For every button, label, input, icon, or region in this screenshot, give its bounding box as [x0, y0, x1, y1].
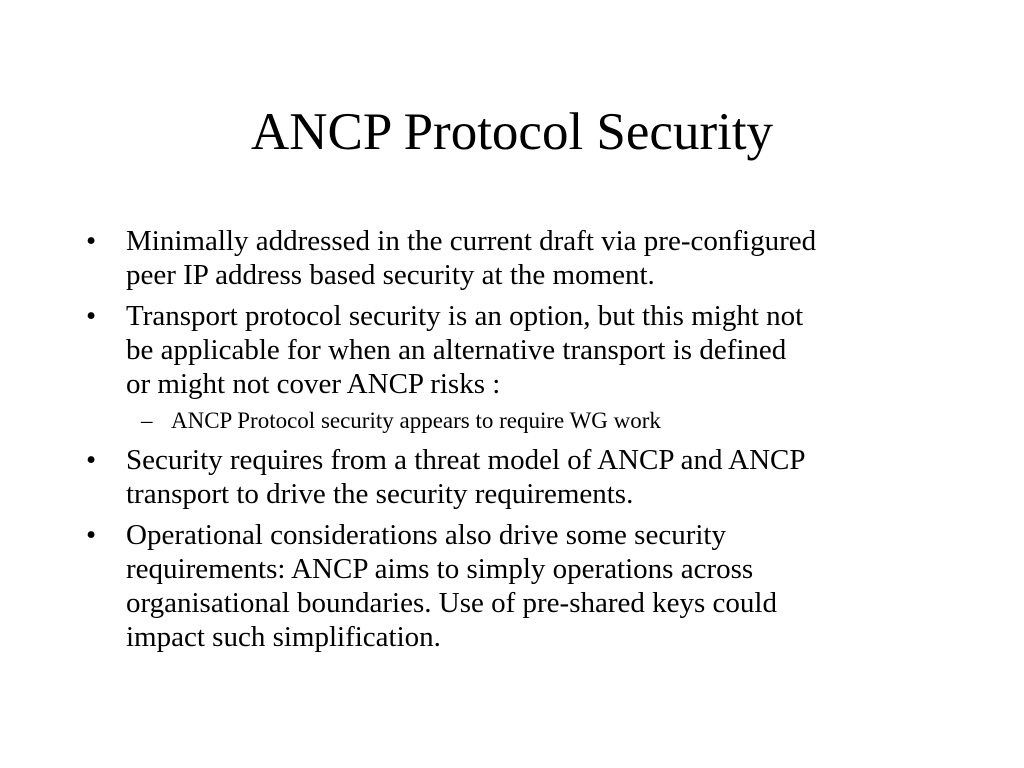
- bullet-item-1: [86, 224, 966, 292]
- bullet-line: impact such simplification.: [126, 621, 441, 653]
- bullet-line: transport to drive the security requirements.: [126, 478, 634, 510]
- bullet-line: or might not cover ANCP risks :: [126, 368, 501, 400]
- bullet-item-2: [86, 299, 966, 401]
- bullet-line: be applicable for when an alternative transport is defined: [126, 334, 787, 366]
- bullet-line: Transport protocol security is an option, but this might not: [126, 300, 804, 332]
- sub-bullet-item: [141, 407, 966, 435]
- bullet-line: requirements: ANCP aims to simply operations across: [126, 553, 754, 585]
- bullet-item-4: [86, 518, 966, 654]
- bullet-line: Minimally addressed in the current draft via pre-configured: [126, 225, 817, 257]
- bullet-line: Security requires from a threat model of ANCP and ANCP: [126, 444, 806, 476]
- bullet-marker: •: [86, 225, 97, 257]
- bullet-list: [86, 224, 966, 661]
- bullet-marker: •: [86, 444, 97, 476]
- slide-title: ANCP Protocol Security: [250, 103, 774, 161]
- bullet-line: organisational boundaries. Use of pre-shared keys could: [126, 587, 777, 619]
- bullet-line: peer IP address based security at the moment.: [126, 259, 655, 291]
- bullet-marker: •: [86, 519, 97, 551]
- sub-bullet-text: ANCP Protocol security appears to require WG work: [171, 408, 661, 433]
- bullet-line: Operational considerations also drive some security: [126, 519, 726, 551]
- bullet-marker: •: [86, 300, 97, 332]
- bullet-item-3: [86, 443, 966, 511]
- sub-bullet-marker: –: [141, 408, 153, 433]
